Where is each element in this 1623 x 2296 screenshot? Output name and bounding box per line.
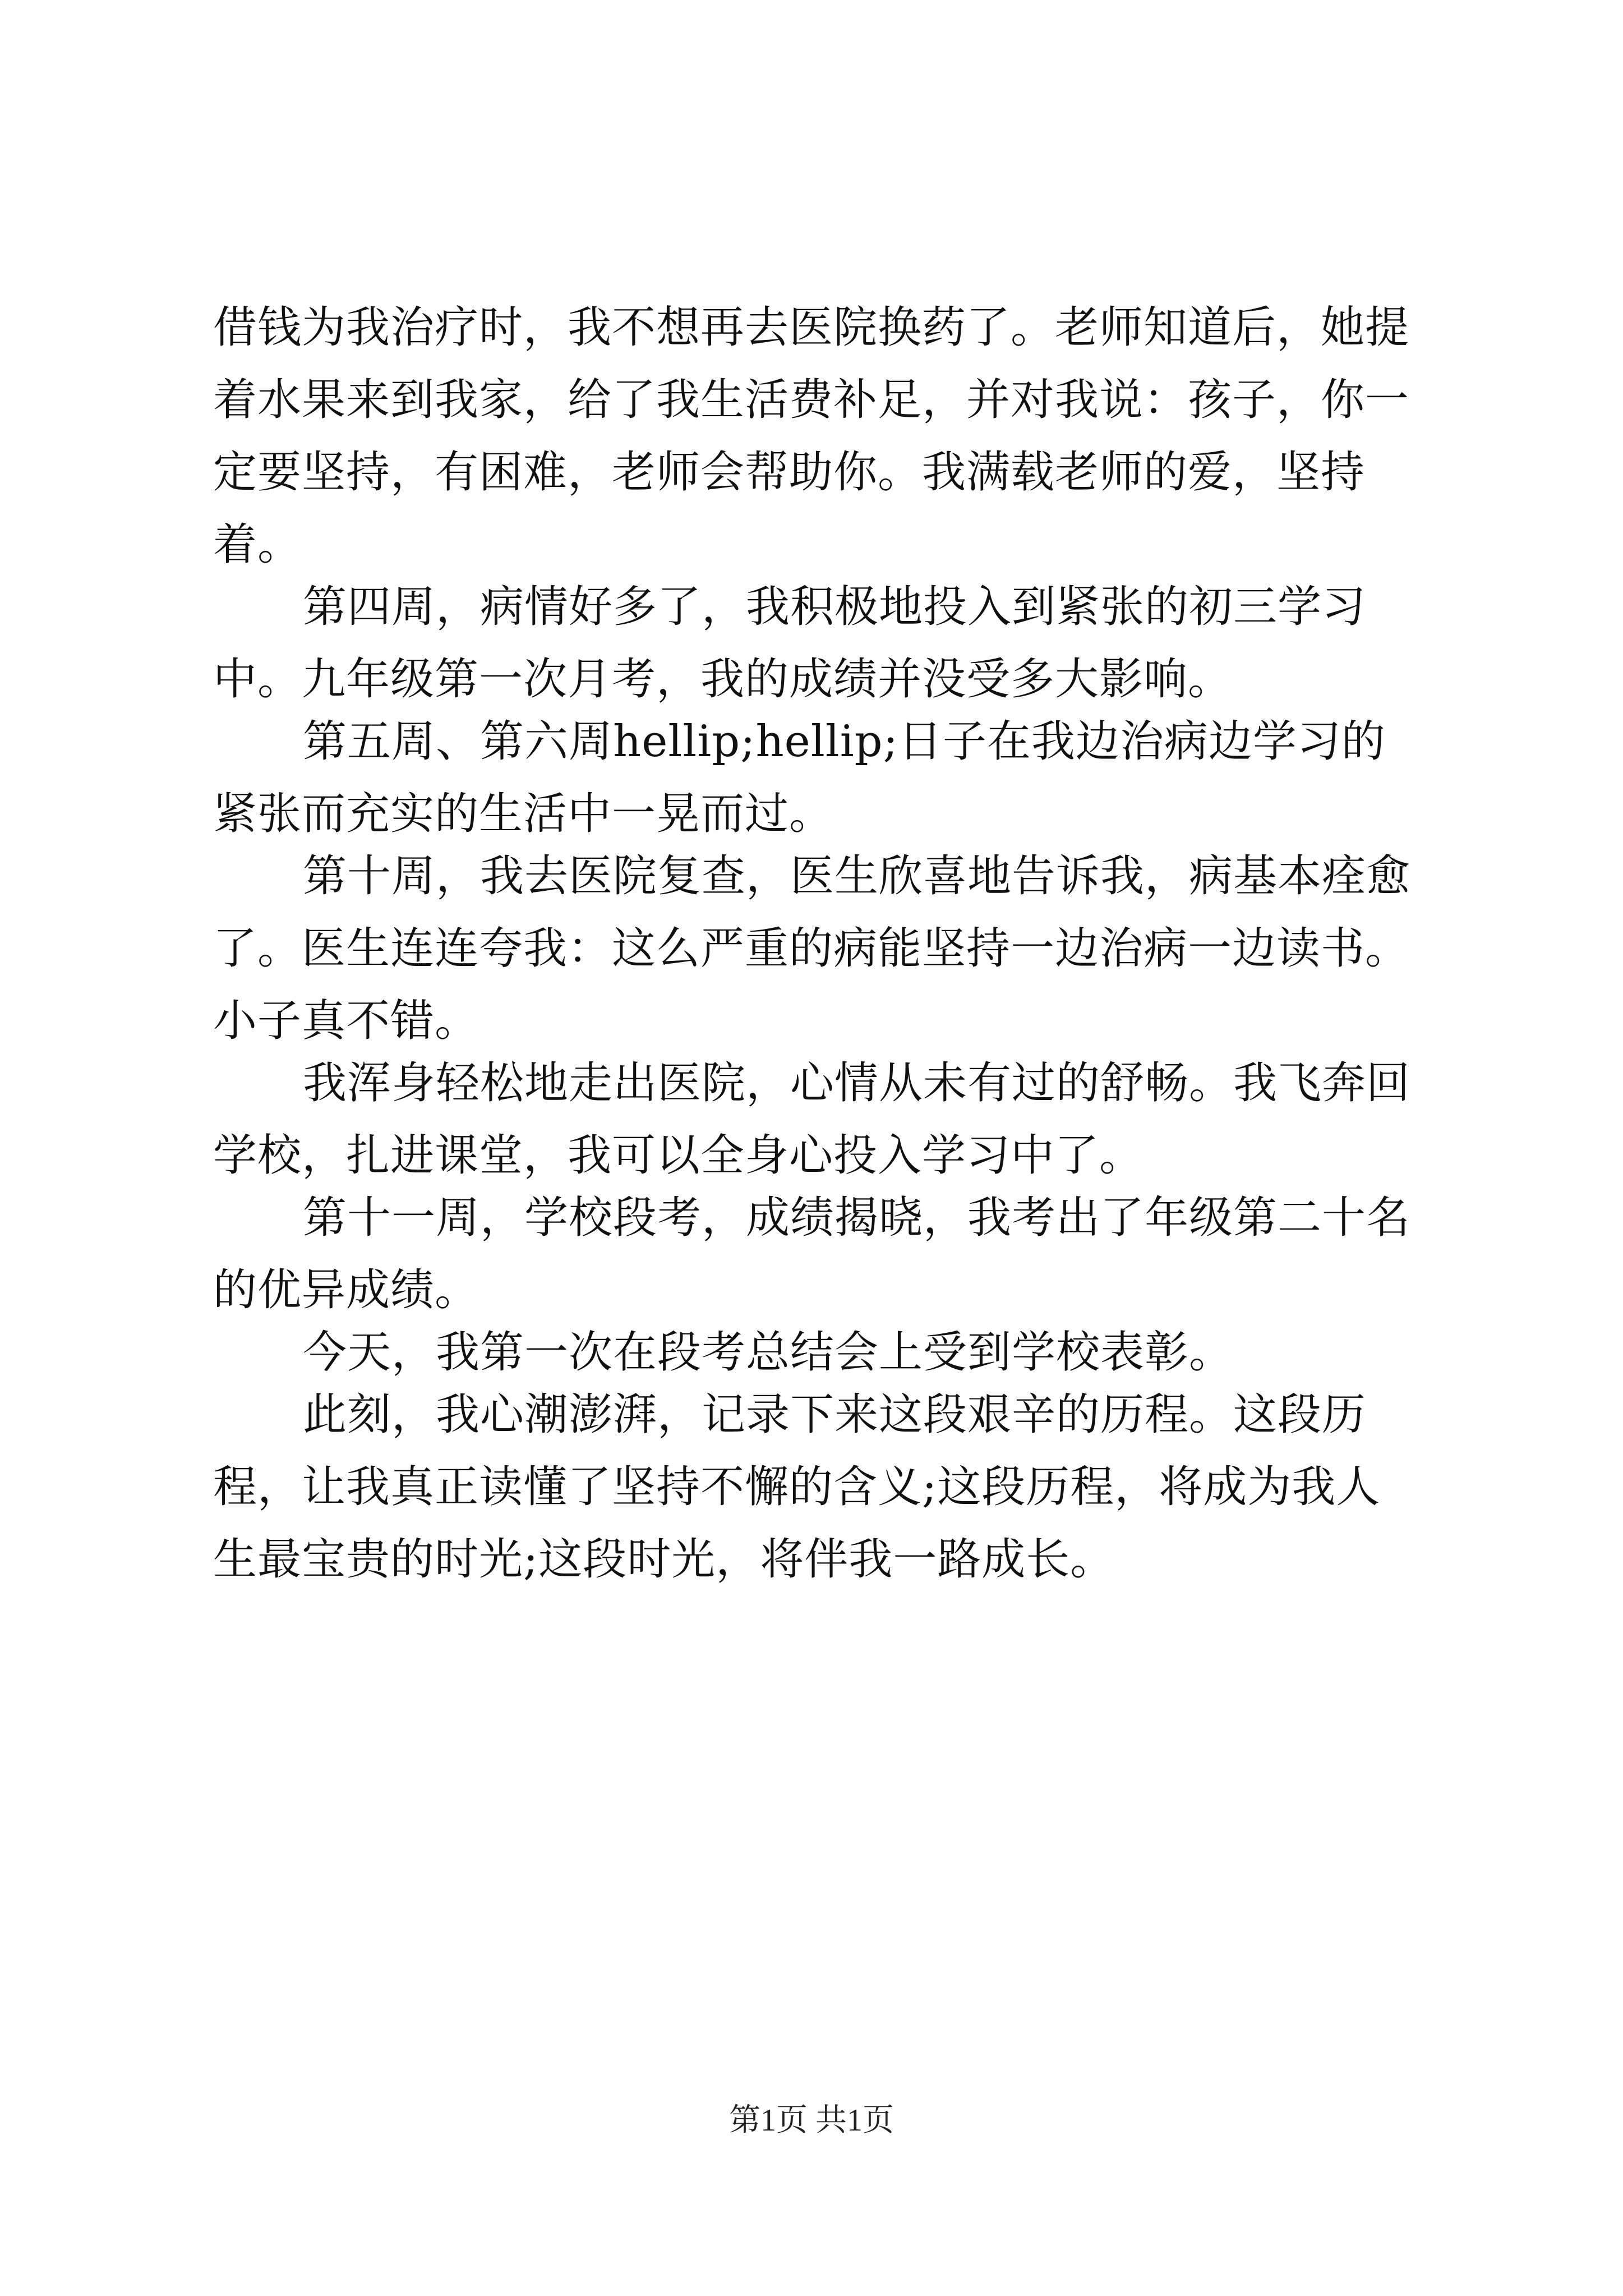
paragraph-3: 第五周、第六周hellip;hellip;日子在我边治病边学习的紧张而充实的生活中一晃而过。 xyxy=(213,716,1386,839)
paragraph-5: 我浑身轻松地走出医院，心情从未有过的舒畅。我飞奔回学校，扎进课堂，我可以全身心投入学习中了。 xyxy=(213,1058,1411,1181)
paragraph-8: 此刻，我心潮澎湃，记录下来这段艰辛的历程。这段历程，让我真正读懂了坚持不懈的含义;这段历程，将成为我人生最宝贵的时光;这段时光，将伴我一路成长。 xyxy=(213,1389,1381,1585)
paragraph-1: 借钱为我治疗时，我不想再去医院换药了。老师知道后，她提着水果来到我家，给了我生活费补足，并对我说：孩子，你一定要坚持，有困难，老师会帮助你。我满载老师的爱，坚持着。 xyxy=(213,302,1410,570)
page-footer: 第1页 共1页 xyxy=(729,2103,894,2138)
paragraph-6: 第十一周，学校段考，成绩揭晓，我考出了年级第二十名的优异成绩。 xyxy=(213,1193,1411,1315)
paragraph-7: 今天，我第一次在段考总结会上受到学校表彰。 xyxy=(303,1327,1234,1378)
document-body xyxy=(213,292,1424,1586)
paragraph-2: 第四周，病情好多了，我积极地投入到紧张的初三学习中。九年级第一次月考，我的成绩并没受多大影响。 xyxy=(213,582,1367,705)
paragraph-4: 第十周，我去医院复查，医生欣喜地告诉我，病基本痊愈了。医生连连夸我：这么严重的病能坚持一边治病一边读书。小子真不错。 xyxy=(213,851,1411,1046)
